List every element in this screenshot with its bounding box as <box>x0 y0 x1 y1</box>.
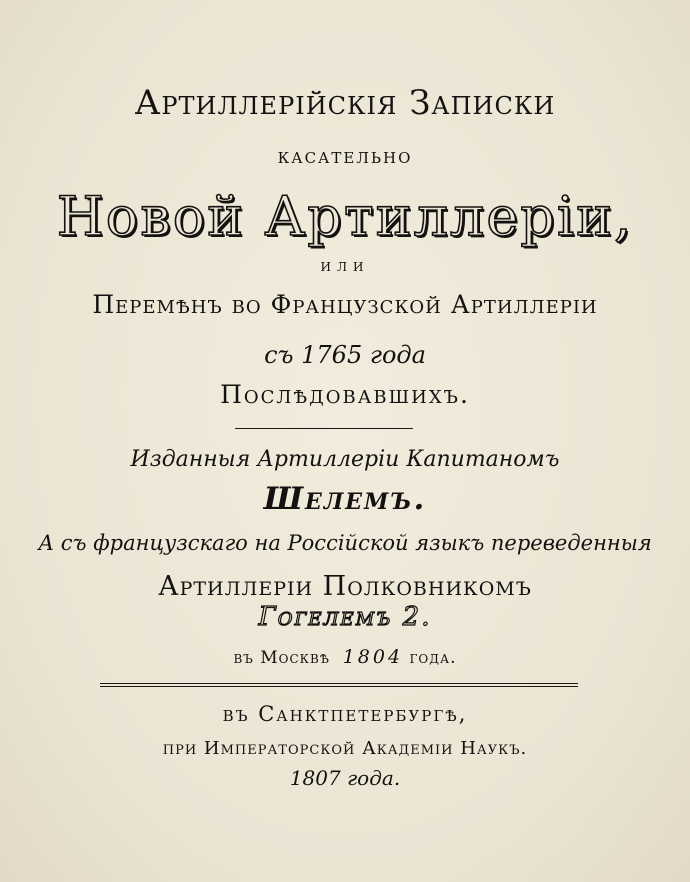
translated-from: А съ французскаго на Россійской языкъ переведенныя <box>38 531 652 555</box>
subtitle-concerning: касательно <box>277 144 413 169</box>
divider-long <box>100 683 578 687</box>
imprint-city: въ Санктпетербургѣ, <box>222 702 468 726</box>
divider-short <box>235 428 413 429</box>
imprint-year: 1807 года. <box>289 766 401 790</box>
moscow-edition <box>0 648 690 667</box>
translator-name: Гогелемъ 2. <box>258 602 432 632</box>
decorated-title: Новой Артиллеріи, <box>56 185 634 248</box>
imprint-academy: при Императорской Академіи Наукъ. <box>162 738 528 759</box>
published-by: Изданныя Артиллеріи Капитаномъ <box>130 447 560 472</box>
main-title: Артиллерійскія Записки <box>134 83 556 123</box>
author-name: Шелемъ. <box>263 481 427 517</box>
moscow-suffix: года. <box>409 648 457 668</box>
subtitle-changes: Перемѣнъ во Французской Артиллеріи <box>92 290 598 319</box>
moscow-prefix: въ Москвѣ <box>233 648 330 668</box>
moscow-year: 1804 <box>342 646 404 668</box>
conjunction-or: или <box>320 256 370 276</box>
subtitle-followed: Послѣдовавшихъ. <box>220 380 470 409</box>
subtitle-year: съ 1765 года <box>264 341 426 369</box>
translator-rank: Артиллеріи Полковникомъ <box>158 571 532 602</box>
